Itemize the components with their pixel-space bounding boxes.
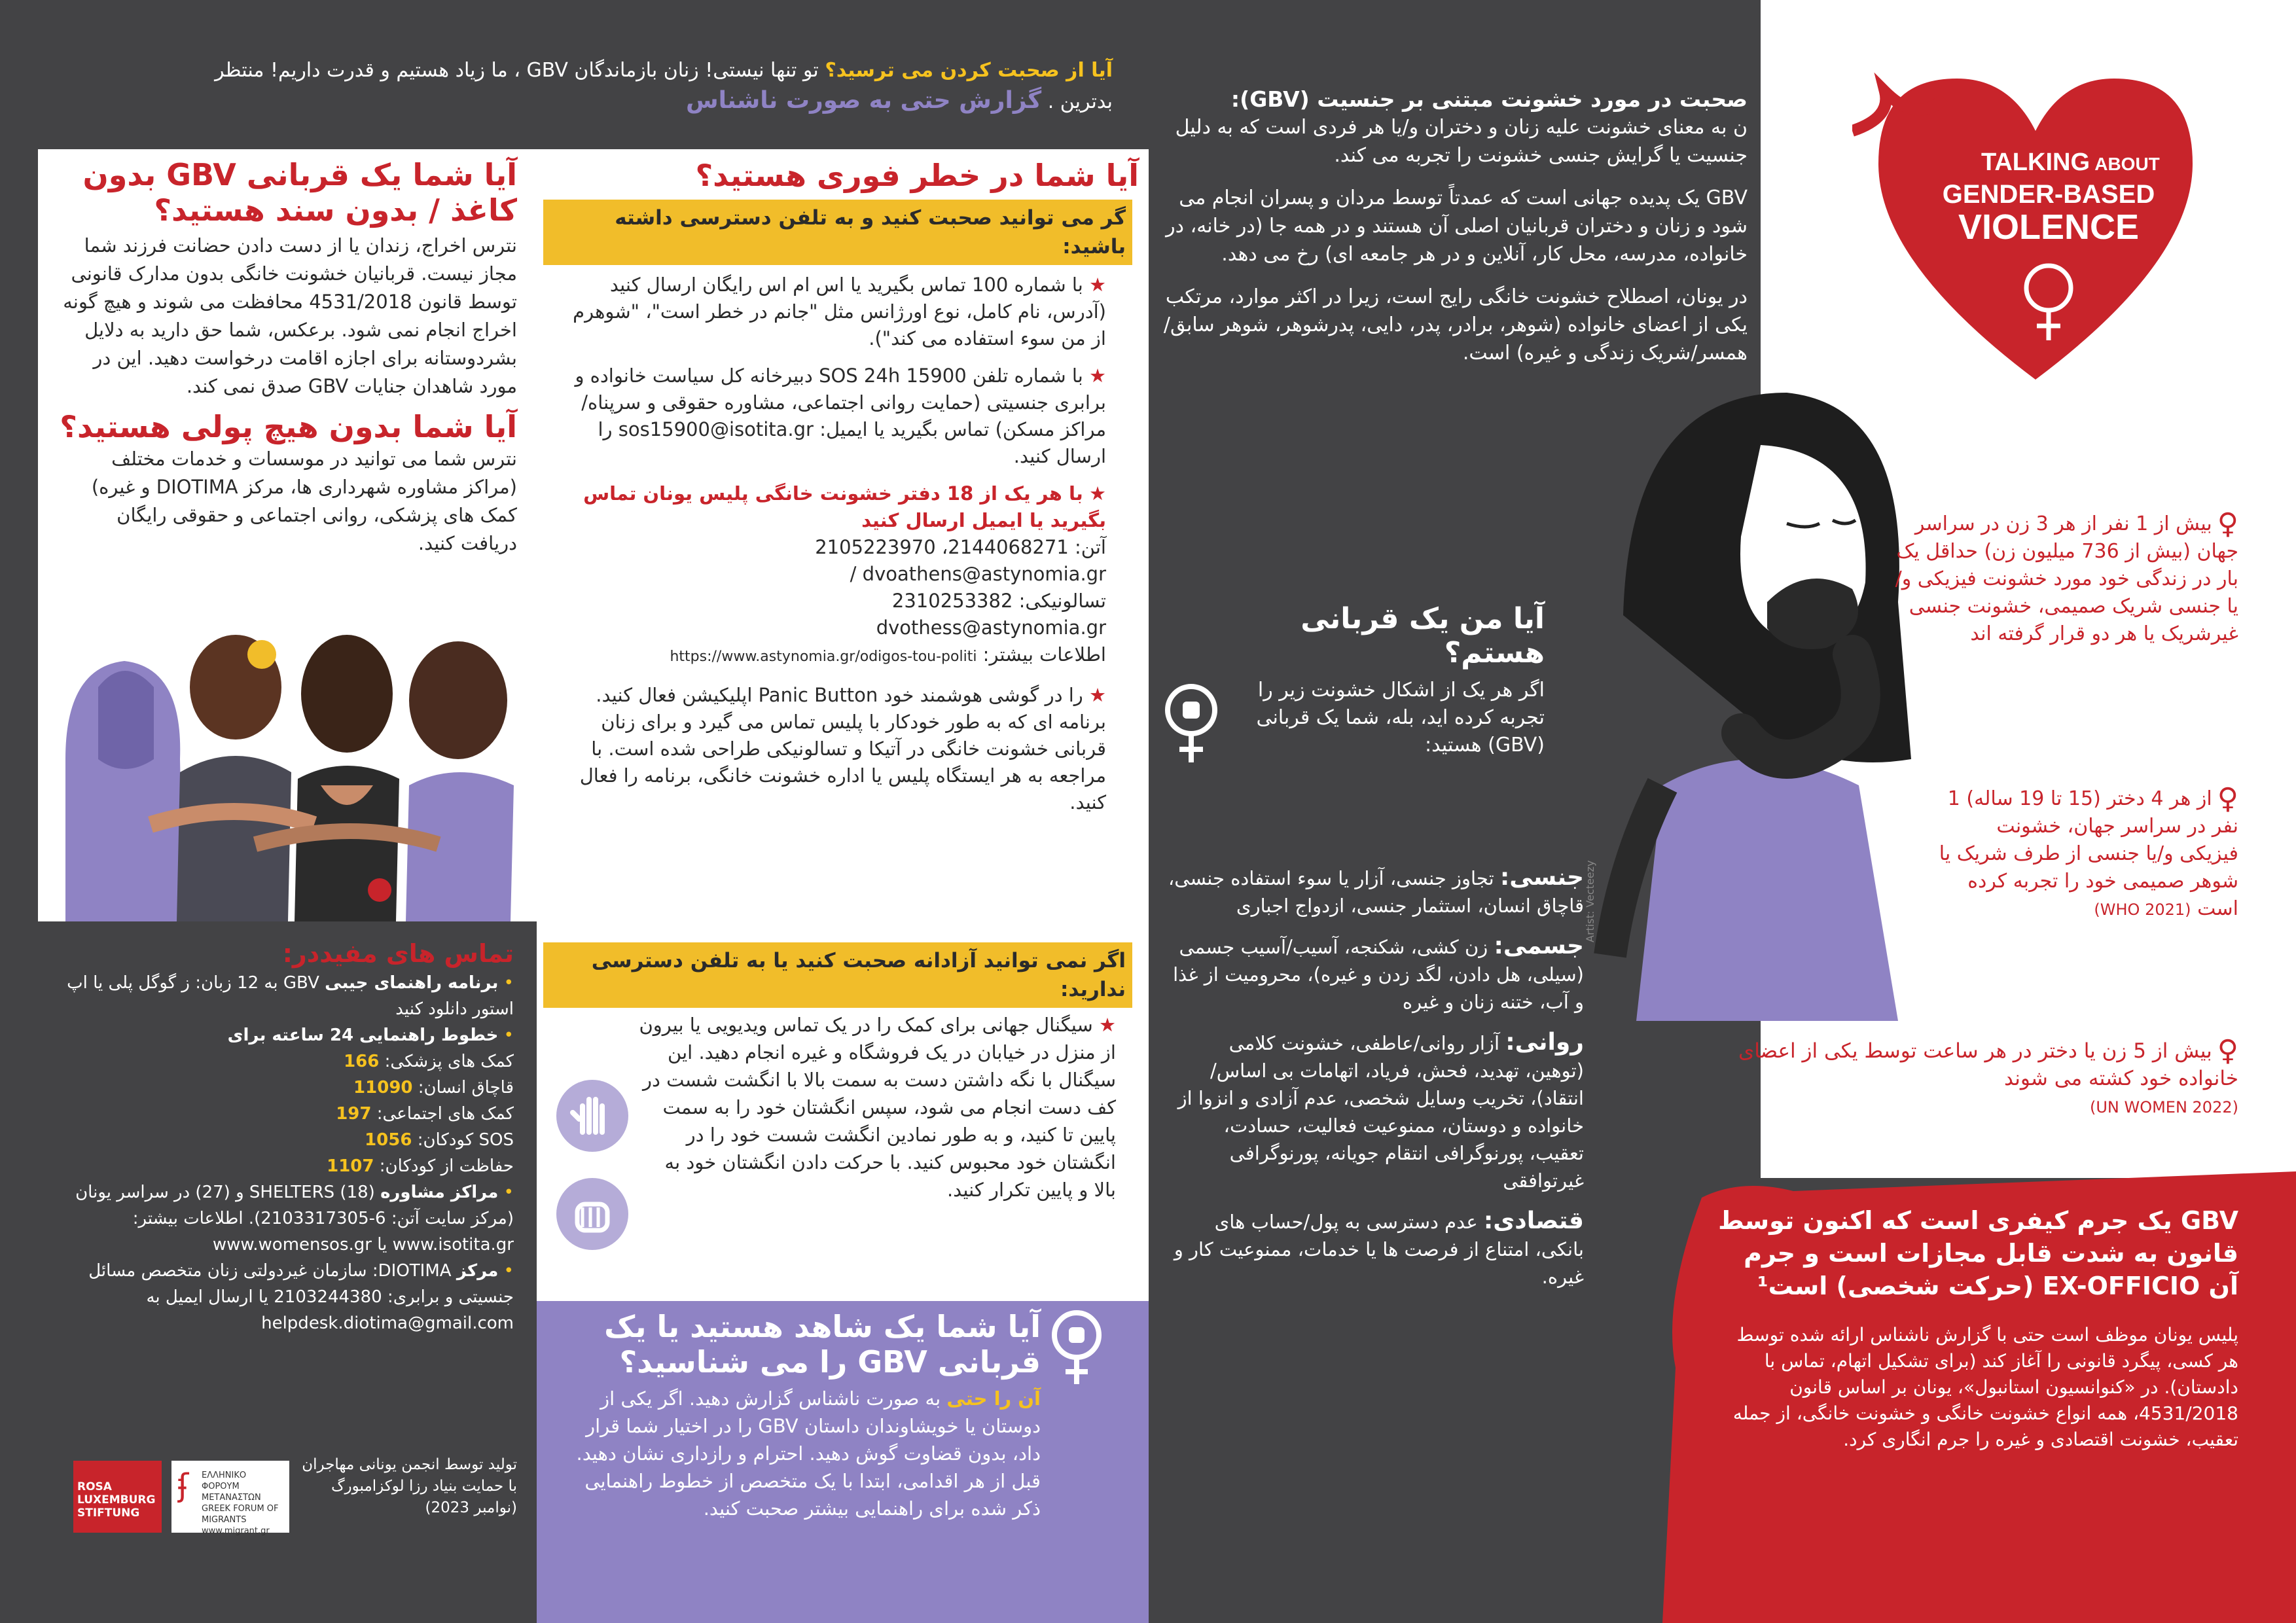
more-info-label: اطلاعات بیشتر: — [982, 643, 1106, 666]
stat-3-text: بیش از 5 زن یا دختر در هر ساعت توسط یکی از اعضای خانواده خود کشته می شوند — [1738, 1039, 2238, 1090]
heart-logo — [1852, 52, 2219, 393]
contact-hotlines-bold: خطوط راهنمایی 24 ساعته برای — [227, 1026, 499, 1045]
logo-rosa-text: ROSA LUXEMBURG STIFTUNG — [77, 1480, 156, 1520]
female-symbol-icon: ♀ — [2217, 507, 2238, 541]
thess-phones: تسالونیکی: 2310253382 — [891, 590, 1106, 612]
item-call-100: ★ با شماره 100 تماس بگیرید یا اس ام اس رایگان ارسال کنید (آدرس، نام کامل، نوع اورژانس مثل "جانم در خطر است"، "شوهرم از من سوء استفاده می کند"). — [573, 274, 1106, 349]
hotline-number: 11090 — [353, 1078, 413, 1097]
victim-block — [1230, 602, 1545, 759]
type-physical-text: زن کشی، شکنجه، آسیب/آسیب جسمی (سیلی، هل دادن، لگد زدن و غیره)، محرومیت از غذا و آب، ختنه زنان و غیره — [1173, 936, 1584, 1013]
signal-text: ★ سیگنال جهانی برای کمک را در یک تماس ویدیویی یا بیرون از منزل در خیابان در یک فروشگاه و غیره انجام دهید. این سیگنال با نگه داشتن دست به سمت بالا با انگشت شست در کف دست انجام می شود، سپس انگشتان خود را به سمت پایین تا کنید، و به طور نمادین انگشت شست خود را در انگشتان خود محبوس کنید. با حرکت دادن انگشتان خود به بالا و پایین تکرار کنید. — [639, 1014, 1116, 1201]
hotline-number: 1056 — [365, 1130, 412, 1150]
item-sos-15900-text: با شماره تلفن 15900 SOS 24h دبیرخانه کل سیاست خانواده و برابری جنسیتی (حمایت روانی اجتماعی، مشاوره حقوقی و سرپناه/مراکز مسکن) تماس بگیرید یا ایمیل: sos15900@isotita.gr را ارسال کنید. — [575, 365, 1106, 467]
witness-block — [556, 1309, 1041, 1522]
type-psych — [1165, 1029, 1584, 1194]
type-econ-text: عدم دسترسی به پول/حساب های بانکی، امتناع از فرصت ها یا خدمات، ممنوعیت کار و غیره. — [1174, 1211, 1584, 1288]
signal-description: سیگنال جهانی برای کمک را در یک تماس ویدیویی یا بیرون از منزل در خیابان در یک فروشگاه و غیره انجام دهید. این سیگنال با نگه داشتن دست به سمت بالا با انگشت شست در کف دست انجام می شود، سپس انگشتان خود را به سمت پایین تا کنید، و به طور نمادین انگشت شست خود را در انگشتان خود محبوس کنید. با حرکت دادن انگشتان خود به بالا و پایین تکرار کنید. — [639, 1014, 1116, 1201]
centers-bold: مراکز مشاوره — [380, 1183, 499, 1202]
violence-types — [1165, 864, 1584, 1291]
cant-speak-bar: اگر نمی توانید آزادانه صحبت کنید یا به تلفن دسترسی ندارید: — [543, 942, 1132, 1008]
female-fist-icon — [1047, 1309, 1106, 1387]
stat-2-text: از هر 4 دختر (15 تا 19 ساله) 1 نفر در سراسر جهان، خشونت فیزیکی و/یا جنسی از طرف شریک یا شوهر صمیمی خود را تجربه کرده است — [1939, 787, 2238, 920]
women-group-illustration — [39, 628, 537, 921]
crying-woman-illustration — [1571, 366, 1937, 1021]
witness-text: به صورت ناشناس گزارش دهید. اگر یکی از دوستان یا خویشاوندان داستان GBV را در اختیار شما قرار داد، بدون قضاوت گوش دهید. احترام و رازداری نشان دهید. قبل از هر اقدامی، ابتدا با یک متخصص از خطوط راهنمایی ذکر شده برای راهنمایی بیشتر صحبت کنید. — [576, 1387, 1041, 1520]
item-panic-button-text: را در گوشی هوشمند خود Panic Button اپلیکیشن فعال کنید. برنامه ای که به طور خودکار با پلیس تماس می گیرد و برای زنان قربانی خشونت خانگی در آتیکا و تسالونیکی طراحی شده است. با مراجعه به هر ایستگاه پلیس یا اداره خشونت خانگی، برنامه را فعال کنید. — [579, 684, 1106, 813]
type-sexual-label: جنسی: — [1499, 864, 1584, 891]
logo-forum-text: ΕΛΛΗΝΙΚΟ ΦΟΡΟΥΜ ΜΕΤΑΝΑΣΤΩΝ GREEK FORUM OF MIGRANTS www.migrant.gr — [202, 1471, 279, 1536]
global-text: GBV یک پدیده جهانی است که عمدتاً توسط مردان و پسران انجام می شود و زنان و دختران قربانیان اصلی آن هستند و در همه جا (در خانه، در خانواده، مدرسه، محل کار، آنلاین و در هر جامعه ای) رخ می دهد. — [1166, 187, 1748, 266]
hotline-row — [56, 1127, 514, 1153]
contact-item-diotima: • مرکز DIOTIMA: سازمان غیردولتی زنان متخصص مسائل جنسیتی و برابری: 2103244380 یا ارسال ایمیل به helpdesk.diotima@gmail.com — [88, 1261, 514, 1333]
contact-item-hotlines: • خطوط راهنمایی 24 ساعته برای — [227, 1026, 514, 1045]
item-police-offices: ★ با هر یک از 18 دفتر خشونت خانگی پلیس یونان تماس بگیرید یا ایمیل ارسال کنید — [583, 482, 1106, 531]
intro-anonymous: گزارش حتی به صورت ناشناس — [685, 87, 1042, 114]
danger-block — [543, 157, 1139, 194]
athens-phones: آتن: 2144068271، 2105223970 — [815, 536, 1106, 558]
female-fist-icon — [1158, 681, 1224, 766]
hotline-row — [56, 1153, 514, 1179]
stat-3-source: (UN WOMEN 2022) — [2089, 1098, 2238, 1116]
no-money-text: نترس شما می توانید در موسسات و خدمات مختلف (مراکز مشاوره شهرداری ها، مرکز DIOTIMA و غیره) کمک های پزشکی، روانی اجتماعی و حقوقی رایگان دریافت کنید. — [91, 448, 517, 554]
hotline-row — [56, 1101, 514, 1127]
hotline-label: کمک های پزشکی: — [384, 1052, 514, 1071]
diotima-bold: مرکز — [456, 1261, 499, 1281]
artist-credit: Artist: Vecteezy — [1584, 860, 1596, 942]
victim-title: آیا من یک قربانی هستم؟ — [1300, 602, 1545, 669]
witness-lead: آن را حتی — [946, 1387, 1041, 1410]
speak-bar: گر می توانید صحبت کنید و به تلفن دسترسی داشته باشید: — [543, 200, 1132, 265]
type-econ — [1165, 1207, 1584, 1291]
type-physical — [1165, 933, 1584, 1016]
hotline-label: حفاظت از کودکان: — [379, 1156, 514, 1176]
type-econ-label: قتصادی: — [1483, 1207, 1584, 1234]
type-physical-label: جسمی: — [1494, 933, 1584, 959]
forum-icon: ʄ — [178, 1467, 189, 1504]
contacts-block — [56, 937, 514, 1336]
type-psych-label: روانی: — [1505, 1029, 1584, 1056]
item-police-title: با هر یک از 18 دفتر خشونت خانگی پلیس یونان تماس بگیرید یا ایمیل ارسال کنید — [583, 482, 1106, 531]
hotline-label: قاچاق انسان: — [418, 1078, 514, 1097]
type-psych-text: آزار روانی/عاطفی، خشونت کلامی (توهین، تهدید، فحش، فریاد، اتهامات بی اساس/انتقاد)، تخریب وسایل شخصی، عدم آزادی و انزوا از خانواده و دوستان، ممنوعیت فعالیت، حسادت، تعقیب، پورنوگرافی انتقام جویانه، پورنوگرافی غیرتوافقی — [1177, 1032, 1584, 1192]
greece-text: در یونان، اصطلاح خشونت خانگی رایج است، زیرا در اکثر موارد، مرتکب یکی از اعضای خانواده (شوهر، برادر، پدر، دایی، پدرشوهر، شوهر سابق/همسر/شریک زندگی و غیره) است. — [1163, 285, 1748, 365]
intro-text: تو تنها نیستی! زنان بازماندگان GBV ، ما زیاد هستیم و قدرت داریم! منتظر — [215, 59, 819, 82]
crime-title: GBV یک جرم کیفری است که اکنون توسط قانون به شدت قابل مجازات است و جرم آن EX-OFFICIO (حرکت شخصی) است¹ — [1718, 1206, 2238, 1300]
hotline-label: SOS کودکان: — [417, 1130, 514, 1150]
intro-text-2: بدترین . — [1047, 90, 1113, 113]
female-symbol-icon: ♀ — [2217, 1034, 2238, 1067]
logo-line1b: ABOUT — [2094, 154, 2160, 174]
item-panic-button: ★ را در گوشی هوشمند خود Panic Button اپلیکیشن فعال کنید. برنامه ای که به طور خودکار با پلیس تماس می گیرد و برای زنان قربانی خشونت خانگی در آتیکا و تسالونیکی طراحی شده است. با مراجعه به هر ایستگاه پلیس یا اداره خشونت خانگی، برنامه را فعال کنید. — [579, 684, 1106, 813]
logo-line3: VIOLENCE — [1958, 207, 2140, 247]
stat-2-source: (WHO 2021) — [2094, 901, 2191, 919]
logo-line2: GENDER-BASED — [1942, 180, 2155, 209]
witness-title: آیا شما یک شاهد هستید یا یک قربانی GBV را می شناسید؟ — [604, 1309, 1041, 1380]
no-docs-block — [59, 157, 517, 558]
crime-block — [1715, 1204, 2238, 1453]
type-sexual-text: تجاوز جنسی، آزار یا سوء استفاده جنسی، قاچاق انسان، استثمار جنسی، ازدواج اجباری — [1168, 867, 1584, 917]
hand-signal-icon-open — [556, 1080, 628, 1152]
definition-block — [1162, 85, 1748, 367]
logo-rosa — [73, 1461, 162, 1533]
contact-item-centers: • مراکز مشاوره SHELTERS (18) و (27) در سراسر یونان (مرکز سایت آتن: 6-2103317305). اطلاعات بیشتر: www.isotita.gr یا www.womensos.gr — [75, 1183, 514, 1255]
intro-block — [65, 56, 1113, 117]
contacts-title: تماس های مفیددر: — [282, 939, 514, 968]
logo-greek-forum — [171, 1461, 289, 1536]
stat-2 — [1937, 782, 2238, 923]
item-sos-15900: ★ با شماره تلفن 15900 SOS 24h دبیرخانه کل سیاست خانواده و برابری جنسیتی (حمایت روانی اجتماعی، مشاوره حقوقی و سرپناه/مراکز مسکن) تماس بگیرید یا ایمیل: sos15900@isotita.gr را ارسال کنید. — [575, 365, 1106, 467]
stat-1 — [1885, 507, 2238, 648]
thess-email: dvothess@astynomia.gr — [876, 616, 1106, 639]
intro-question: آیا از صحبت کردن می ترسید؟ — [825, 59, 1113, 82]
hotline-row — [56, 1048, 514, 1075]
danger-title: آیا شما در خطر فوری هستید؟ — [695, 158, 1139, 193]
more-info-url[interactable]: https://www.astynomia.gr/odigos-tou-politi — [670, 649, 977, 665]
contact-item-app: • برنامه راهنمای جیبی GBV به 12 زبان: ز گوگل پلی یا اپ استور دانلود کنید — [67, 973, 514, 1019]
no-docs-title: آیا شما یک قربانی GBV بدون کاغذ / بدون سند هستید؟ — [82, 157, 517, 228]
hotline-row — [56, 1075, 514, 1101]
logo-line1: TALKING — [1981, 149, 2090, 176]
stat-3 — [1728, 1034, 2238, 1121]
definition-title: صحبت در مورد خشونت مبتنی بر جنسیت (GBV): — [1230, 86, 1748, 112]
danger-items — [562, 272, 1106, 816]
no-money-title: آیا شما بدون هیچ پولی هستید؟ — [60, 409, 517, 444]
centers-text: SHELTERS (18) و (27) در سراسر یونان (مرکز سایت آتن: 6-2103317305). اطلاعات بیشتر: www.isotita.gr یا www.womensos.gr — [75, 1183, 514, 1255]
athens-email: dvoathens@astynomia.gr / — [850, 563, 1106, 585]
item-call-100-text: با شماره 100 تماس بگیرید یا اس ام اس رایگان ارسال کنید (آدرس، نام کامل، نوع اورژانس مثل "جانم در خطر است"، "شوهرم از من سوء استفاده می کند"). — [573, 274, 1106, 349]
stat-1-text: بیش از 1 نفر از هر 3 زن در سراسر جهان (بیش از 736 میلیون زن) حداقل یک بار در زندگی خود مورد خشونت فیزیکی و/یا جنسی شریک صمیمی، خشونت جنسی غیرشریک یا هر دو قرار گرفته اند — [1895, 512, 2238, 645]
type-sexual — [1165, 864, 1584, 919]
contact-app-bold: برنامه راهنمای جیبی — [325, 973, 499, 993]
open-hand-icon — [556, 1080, 628, 1152]
crime-text: پلیس یونان موظف است حتی با گزارش ناشناس ارائه شده توسط هر کسی، پیگرد قانونی را آغاز کند (برای تشکیل اتهام، تماس با دادستان). در «کنوانسیون استانبول»، یونان بر اساس قانون 4531/2018، همه انواع خشونت خانگی و خشونت خانگی، از جمله تعقیب، خشونت اقتصادی و غیره را جرم انگاری کرد. — [1732, 1324, 2238, 1450]
footer-credits: تولید توسط انجمن یونانی مهاجران با حمایت بنیاد رزا لوکزامبورگ (نوامبر 2023) — [302, 1456, 517, 1516]
victim-text: اگر هر یک از اشکال خشونت زیر را تجربه کرده اید، بله، شما یک قربانی (GBV) هستید: — [1256, 679, 1545, 757]
hotline-label: کمک های اجتماعی: — [376, 1104, 514, 1124]
hotline-number: 1107 — [327, 1156, 374, 1176]
hotline-number: 197 — [336, 1104, 372, 1124]
hotline-number: 166 — [344, 1052, 380, 1071]
more-info — [562, 641, 1106, 670]
female-symbol-icon: ♀ — [2217, 782, 2238, 815]
no-docs-text: نترس اخراج، زندان یا از دست دادن حضانت فرزند شما مجاز نیست. قربانیان خشونت خانگی بدون مدارک قانونی توسط قانون 4531/2018 محافظت می شوند و هیچ گونه اخراج انجام نمی شود. برعکس، شما حق دارید به دلایل بشردوستانه برای اجازه اقامت درخواست دهید. این در مورد شاهدان جنایات GBV صدق نمی کند. — [63, 234, 517, 397]
contact-app-text: GBV به 12 زبان: ز گوگل پلی یا اپ استور دانلود کنید — [67, 973, 514, 1019]
diotima-text: DIOTIMA: سازمان غیردولتی زنان متخصص مسائل جنسیتی و برابری: 2103244380 یا ارسال ایمیل به helpdesk.diotima@gmail.com — [88, 1261, 514, 1333]
hand-signal-icon-fist — [556, 1178, 628, 1250]
definition-text: ن به معنای خشونت علیه زنان و دختران و/یا هر فردی است که به دلیل جنسیت یا گرایش جنسی خشونت را تجربه می کند. — [1175, 116, 1748, 167]
fist-icon — [556, 1178, 628, 1250]
